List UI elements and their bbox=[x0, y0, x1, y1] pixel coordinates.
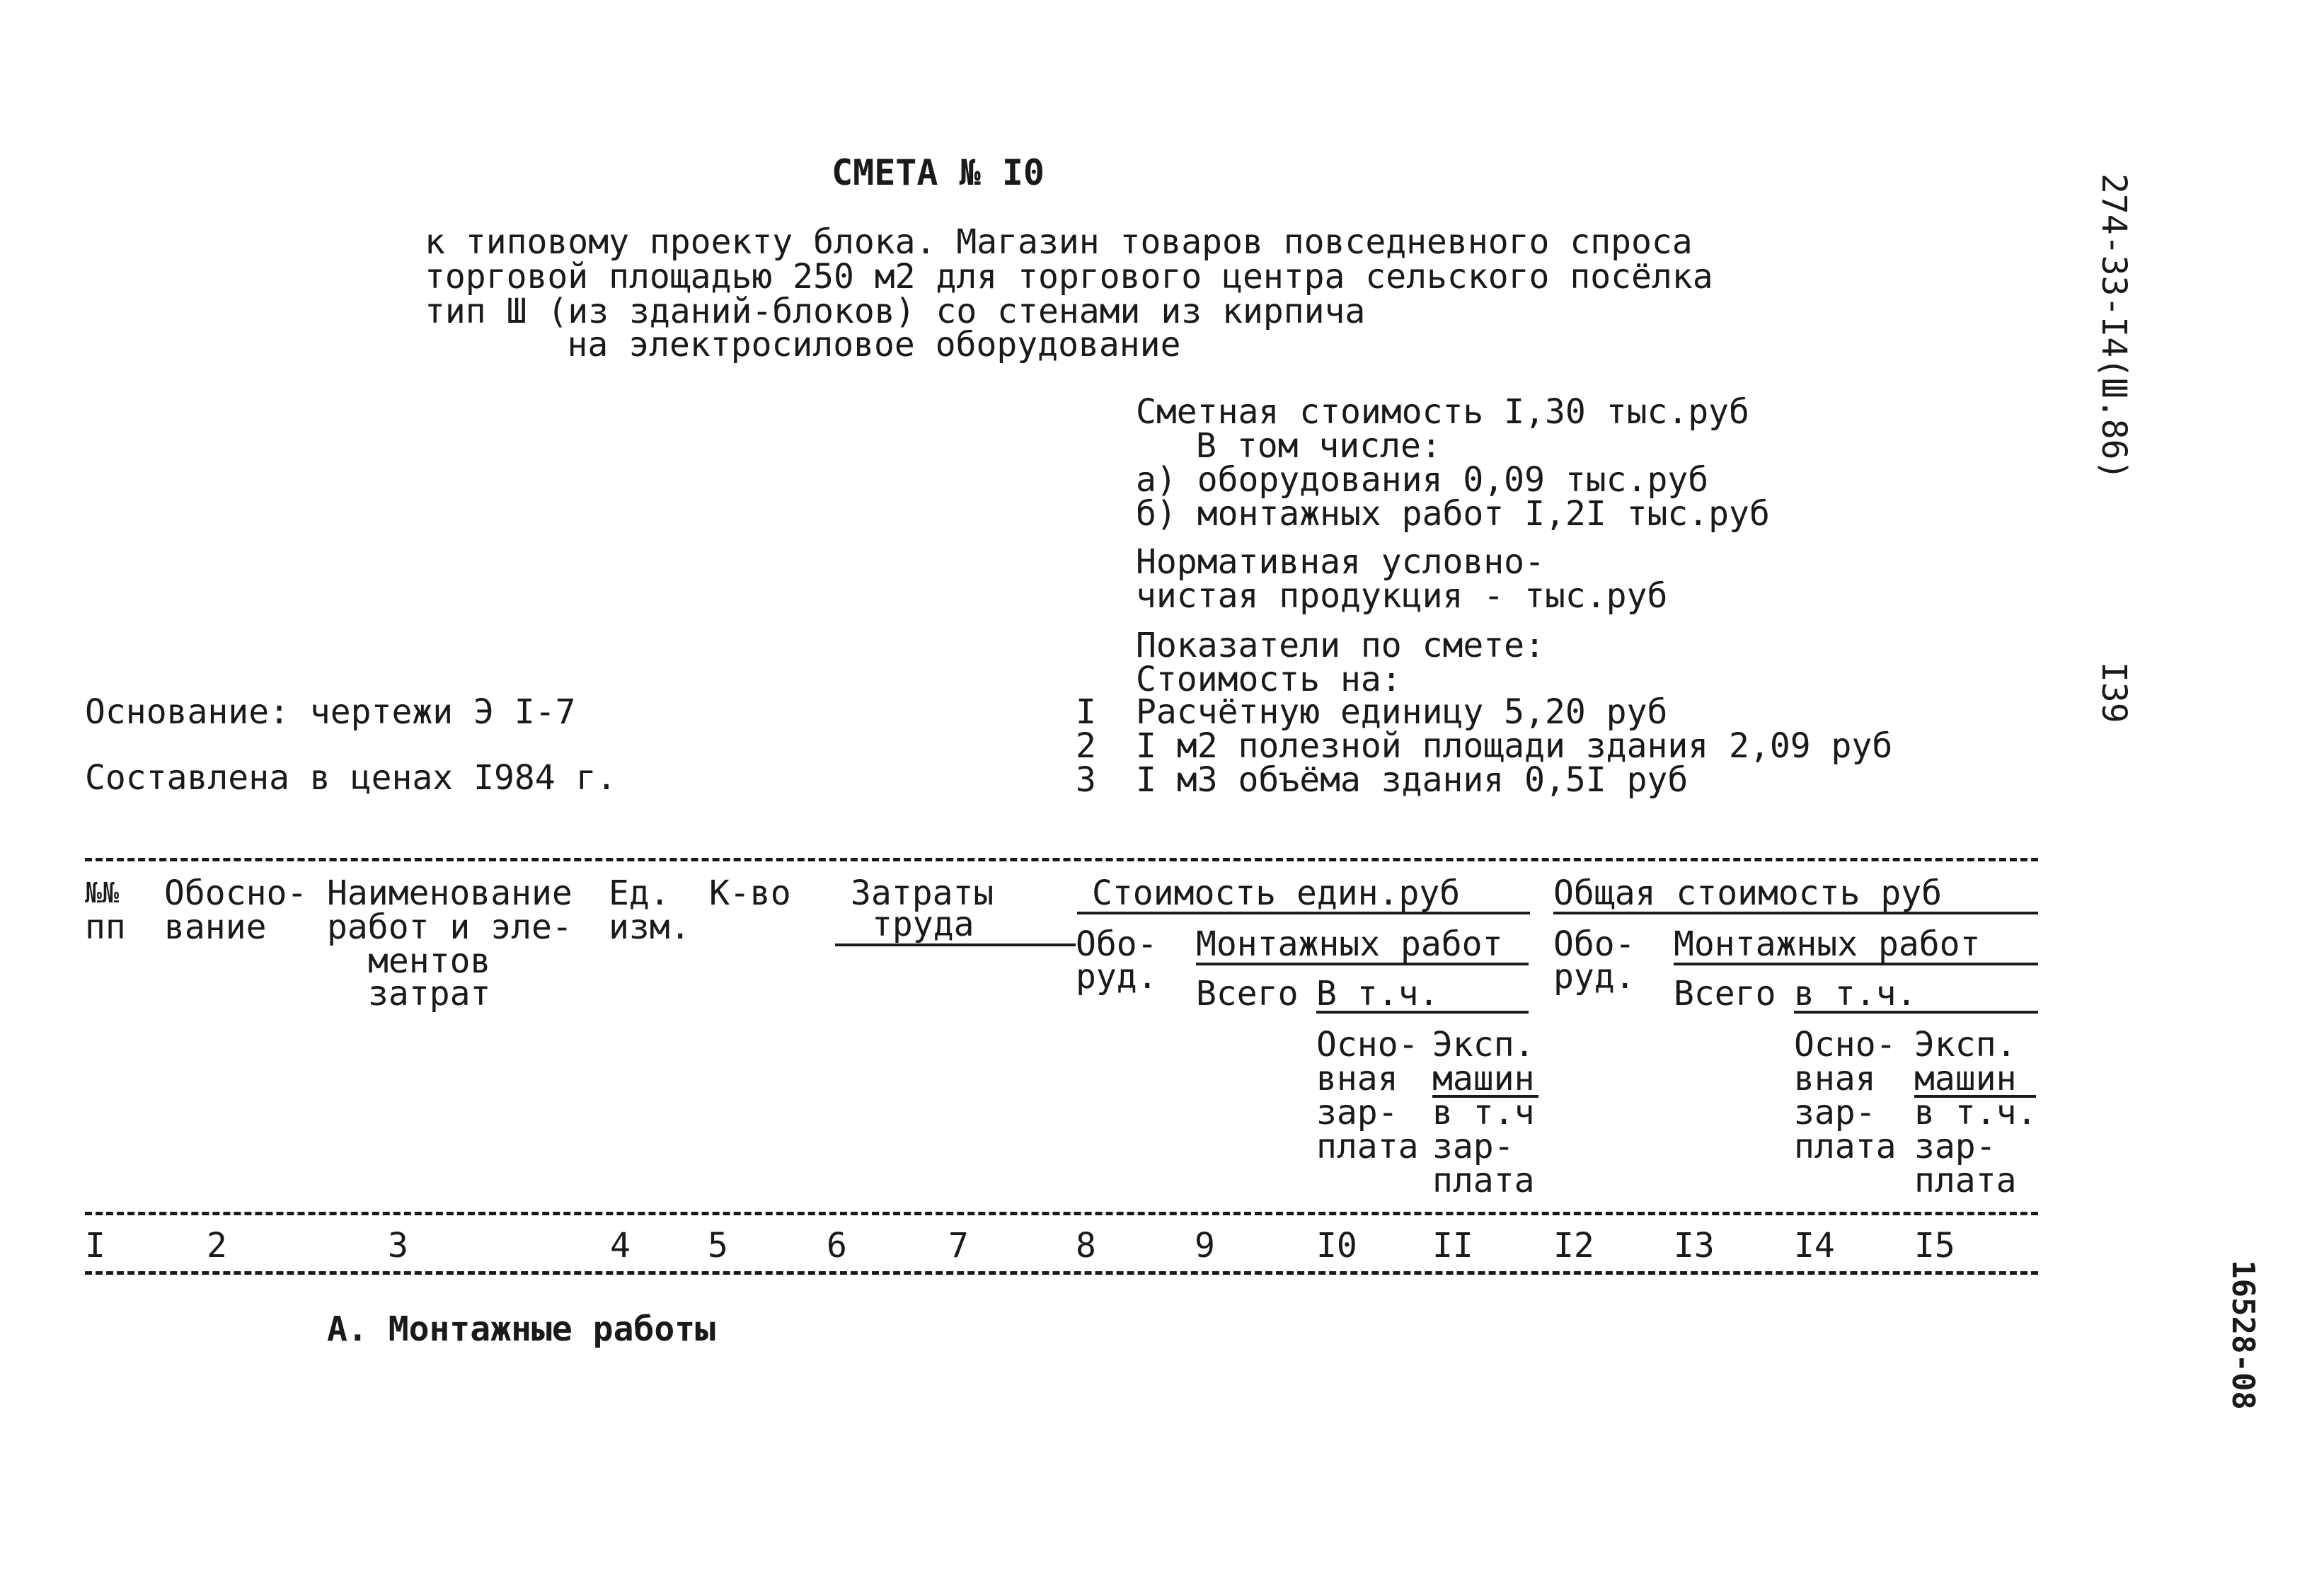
col-number-6: 6 bbox=[827, 1226, 847, 1266]
header-unit-1: Ед. bbox=[609, 873, 670, 913]
header-main-3a: зар- bbox=[1316, 1093, 1398, 1132]
header-mach-5a: плата bbox=[1432, 1161, 1535, 1200]
indicators-label: Показатели по смете: bbox=[1136, 626, 1545, 665]
cost-on-label: Стоимость на: bbox=[1136, 660, 1402, 699]
header-main-2a: вная bbox=[1316, 1059, 1398, 1098]
header-mach-3b: в т.ч. bbox=[1914, 1093, 2037, 1132]
header-qty: К-во bbox=[709, 873, 791, 913]
header-incl-1: В т.ч. bbox=[1316, 974, 1439, 1014]
incl-underline-2 bbox=[1794, 1011, 2038, 1014]
document-code: 274-33-I4(Ш.86) bbox=[2094, 173, 2134, 481]
indicator-num-3: 3 bbox=[1076, 760, 1096, 800]
header-name-1: Наименование bbox=[327, 873, 573, 913]
header-mach-3a: в т.ч bbox=[1432, 1093, 1535, 1132]
header-bottom-rule bbox=[85, 1212, 2038, 1215]
subtitle-line-3: тип Ш (из зданий-блоков) со стенами из кирпича bbox=[425, 292, 1366, 331]
header-main-4a: плата bbox=[1316, 1127, 1419, 1166]
equipment-cost: а) оборудования 0,09 тыс.руб bbox=[1136, 460, 1709, 500]
incl-underline-1 bbox=[1316, 1011, 1529, 1014]
header-main-2b: вная bbox=[1794, 1059, 1876, 1098]
section-title: А. Монтажные работы bbox=[327, 1309, 716, 1349]
header-total-cost: Общая стоимость руб bbox=[1553, 873, 1943, 913]
indicator-text-3: I м3 объёма здания 0,5I руб bbox=[1136, 760, 1689, 800]
header-install-2: Монтажных работ bbox=[1674, 924, 1981, 964]
header-basis-2: вание bbox=[164, 907, 267, 947]
header-mach-2b: машин bbox=[1914, 1059, 2017, 1098]
header-num-1: №№ bbox=[85, 877, 120, 910]
total-cost-underline bbox=[1553, 912, 2038, 914]
header-equip-1b: Обо- bbox=[1553, 924, 1635, 964]
compiled-line: Составлена в ценах I984 г. bbox=[85, 758, 617, 798]
header-mach-2a: машин bbox=[1432, 1059, 1535, 1098]
header-equip-2b: руд. bbox=[1553, 957, 1635, 997]
header-all-1: Всего bbox=[1196, 974, 1299, 1014]
header-basis-1: Обосно- bbox=[164, 873, 308, 913]
header-name-4: затрат bbox=[368, 974, 491, 1014]
column-numbers-bottom-rule bbox=[85, 1271, 2038, 1275]
page-number: I39 bbox=[2094, 662, 2134, 723]
normative-line-1: Нормативная условно- bbox=[1136, 542, 1545, 582]
archive-stamp: 16528-08 bbox=[2225, 1260, 2261, 1410]
header-mach-1a: Эксп. bbox=[1432, 1025, 1535, 1065]
indicator-num-1: I bbox=[1076, 692, 1096, 732]
basis-line: Основание: чертежи Э I-7 bbox=[85, 692, 576, 732]
normative-line-2: чистая продукция - тыс.руб bbox=[1136, 576, 1668, 616]
col-number-8: 8 bbox=[1076, 1226, 1096, 1266]
col-number-5: 5 bbox=[708, 1226, 728, 1266]
total-cost: Сметная стоимость I,30 тыс.руб bbox=[1136, 392, 1749, 432]
col-number-4: 4 bbox=[610, 1226, 631, 1266]
col-number-3: 3 bbox=[388, 1226, 408, 1266]
labor-underline bbox=[835, 943, 1076, 946]
col-number-10: I0 bbox=[1316, 1226, 1357, 1266]
unit-cost-underline bbox=[1077, 912, 1530, 914]
col-number-7: 7 bbox=[948, 1226, 969, 1266]
header-equip-2: руд. bbox=[1076, 957, 1158, 997]
header-unit-2: изм. bbox=[609, 907, 691, 947]
header-mach-4b: зар- bbox=[1914, 1127, 1996, 1166]
col-number-14: I4 bbox=[1794, 1226, 1835, 1266]
indicator-num-2: 2 bbox=[1076, 726, 1096, 766]
header-mach-4a: зар- bbox=[1432, 1127, 1514, 1166]
header-mach-1b: Эксп. bbox=[1914, 1025, 2017, 1065]
header-incl-2: в т.ч. bbox=[1794, 974, 1917, 1014]
subtitle-line-4: на электросиловое оборудование bbox=[567, 325, 1181, 365]
header-name-2: работ и эле- bbox=[327, 907, 573, 947]
header-main-1a: Осно- bbox=[1316, 1025, 1419, 1065]
indicator-text-1: Расчётную единицу 5,20 руб bbox=[1136, 692, 1668, 732]
installation-cost: б) монтажных работ I,2I тыс.руб bbox=[1136, 494, 1770, 534]
header-labor-1: Затраты bbox=[851, 873, 994, 913]
header-name-3: ментов bbox=[368, 941, 491, 981]
header-all-2: Всего bbox=[1674, 974, 1776, 1014]
indicator-text-2: I м2 полезной площади здания 2,09 руб bbox=[1136, 726, 1893, 766]
including-label: В том числе: bbox=[1196, 426, 1442, 466]
col-number-15: I5 bbox=[1914, 1226, 1955, 1266]
table-top-rule bbox=[85, 858, 2038, 861]
col-number-12: I2 bbox=[1553, 1226, 1594, 1266]
header-num-2: пп bbox=[85, 907, 126, 947]
header-main-3b: зар- bbox=[1794, 1093, 1876, 1132]
header-install-1: Монтажных работ bbox=[1196, 924, 1503, 964]
subtitle-line-1: к типовому проекту блока. Магазин товаров повседневного спроса bbox=[425, 222, 1693, 262]
col-number-1: I bbox=[85, 1226, 105, 1266]
document-title: СМЕТА № I0 bbox=[832, 152, 1045, 193]
subtitle-line-2: торговой площадью 250 м2 для торгового центра сельского посёлка bbox=[425, 257, 1713, 297]
header-equip-1: Обо- bbox=[1076, 924, 1158, 964]
col-number-9: 9 bbox=[1195, 1226, 1215, 1266]
header-labor-2: труда bbox=[872, 905, 974, 944]
header-main-1b: Осно- bbox=[1794, 1025, 1897, 1065]
install-underline-2 bbox=[1674, 963, 2038, 965]
header-main-4b: плата bbox=[1794, 1127, 1897, 1166]
install-underline-1 bbox=[1196, 963, 1529, 965]
header-unit-cost: Стоимость един.руб bbox=[1092, 873, 1461, 913]
col-number-11: II bbox=[1432, 1226, 1473, 1266]
col-number-13: I3 bbox=[1674, 1226, 1715, 1266]
col-number-2: 2 bbox=[207, 1226, 227, 1266]
header-mach-5b: плата bbox=[1914, 1161, 2017, 1200]
